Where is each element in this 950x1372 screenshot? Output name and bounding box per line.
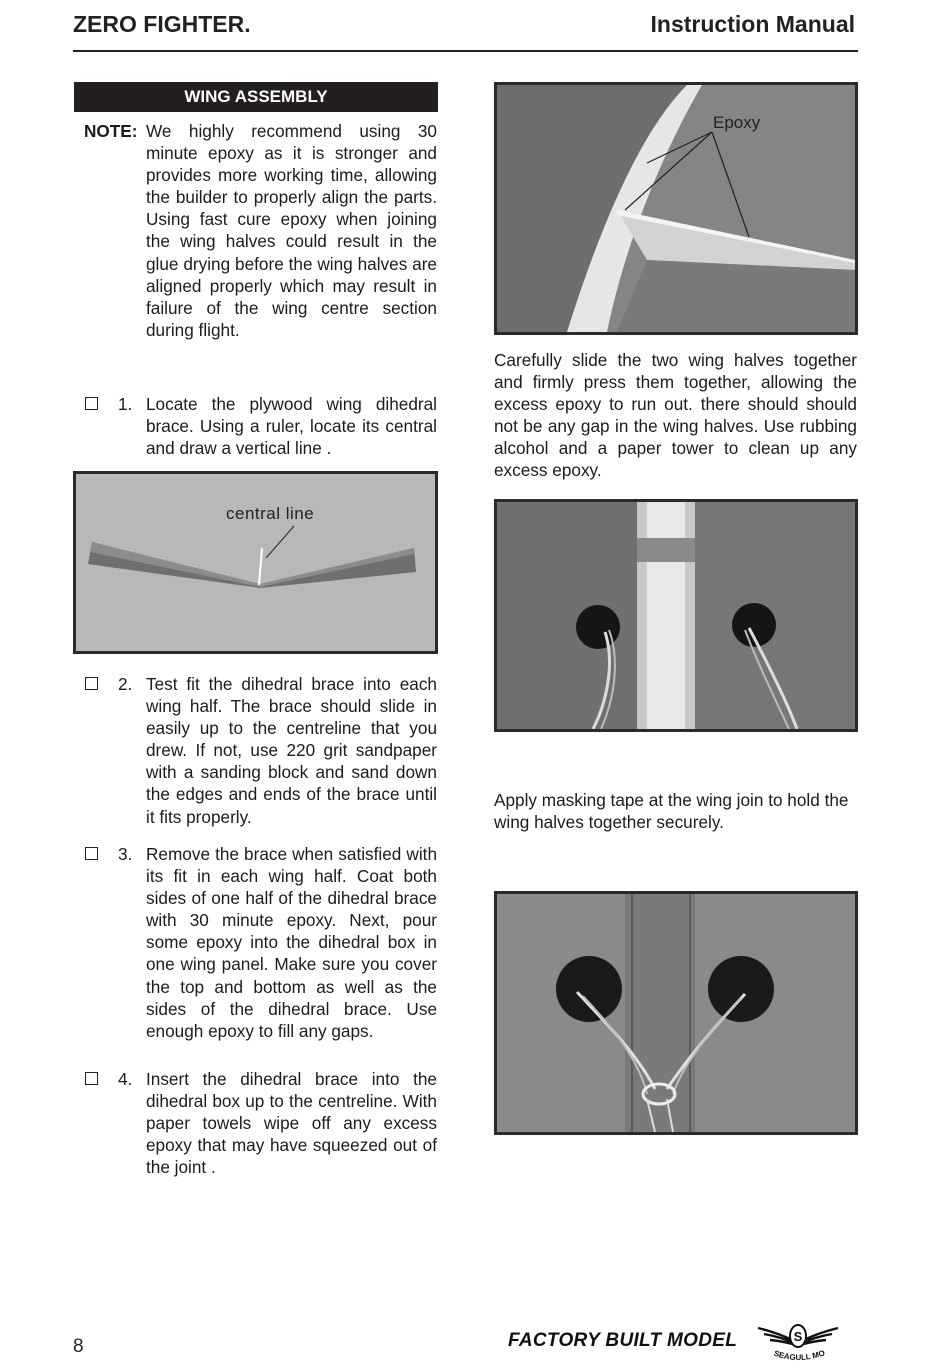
wire-holes-photo [494,499,858,732]
step-4-text: Insert the dihedral brace into the dihedral box up to the centreline. With paper towels wipe off any excess epoxy that may have squeezed out of the joint . [146,1069,437,1178]
step-2-text: Test fit the dihedral brace into each wing half. The brace should slide in easily up to the centreline that you drew. If not, use 220 grit sandpaper with a sanding block and sand down the edges and ends of the brace until it fits properly. [146,674,437,827]
factory-built-model-brand: FACTORY BUILT MODEL [508,1330,738,1351]
epoxy-photo [494,82,858,335]
slide-instructions: Carefully slide the two wing halves together and firmly press them together, allowing the excess epoxy to run out. there should should not be any gap in the wing halves. Use rubbing alcohol and a paper tower to clean up any excess epoxy. [494,350,857,481]
step-4-checkbox[interactable] [85,1072,98,1085]
step-3-text: Remove the brace when satisfied with its fit in each wing half. Coat both sides of one half of the dihedral brace with 30 minute epoxy. Next, pour some epoxy into the dihedral box in one wing panel. Make sure you cover the top and bottom as well as the sides of the dihedral brace. Use enough epoxy to fill any gaps. [146,844,437,1041]
seagull-logo-icon [756,1318,840,1364]
tape-instructions: Apply masking tape at the wing join to hold the wing halves together securely. [494,790,849,833]
tied-wires-photo [494,891,858,1135]
seagull-model-logo [756,1318,840,1364]
brace-photo [73,471,438,654]
note-label: NOTE: [84,121,138,141]
step-4-number: 4. [118,1069,133,1089]
step-1-checkbox[interactable] [85,397,98,410]
step-2-number: 2. [118,674,133,694]
section-title: WING ASSEMBLY [74,82,438,112]
page-number: 8 [73,1336,84,1357]
header-rule [73,50,858,52]
central-line-label: central line [226,504,315,523]
step-1-number: 1. [118,394,133,414]
document-title: ZERO FIGHTER. [73,11,251,37]
step-1-text: Locate the plywood wing dihedral brace. Using a ruler, locate its central and draw a vertical line . [146,394,437,459]
epoxy-label: Epoxy [713,113,761,132]
svg-text:SEAGULL MODEL: SEAGULL MO [772,1348,827,1363]
step-3-checkbox[interactable] [85,847,98,860]
step-2-checkbox[interactable] [85,677,98,690]
step-3-number: 3. [118,844,133,864]
svg-text:S: S [793,1329,803,1344]
manual-label: Instruction Manual [650,11,855,37]
note-text: We highly recommend using 30 minute epoxy as it is stronger and provides more working time, allowing the builder to properly align the parts. Using fast cure epoxy when joining the wing halves could result in the glue drying before the wing halves are aligned properly which may result in failure of the wing centre section during flight. [146,121,437,340]
